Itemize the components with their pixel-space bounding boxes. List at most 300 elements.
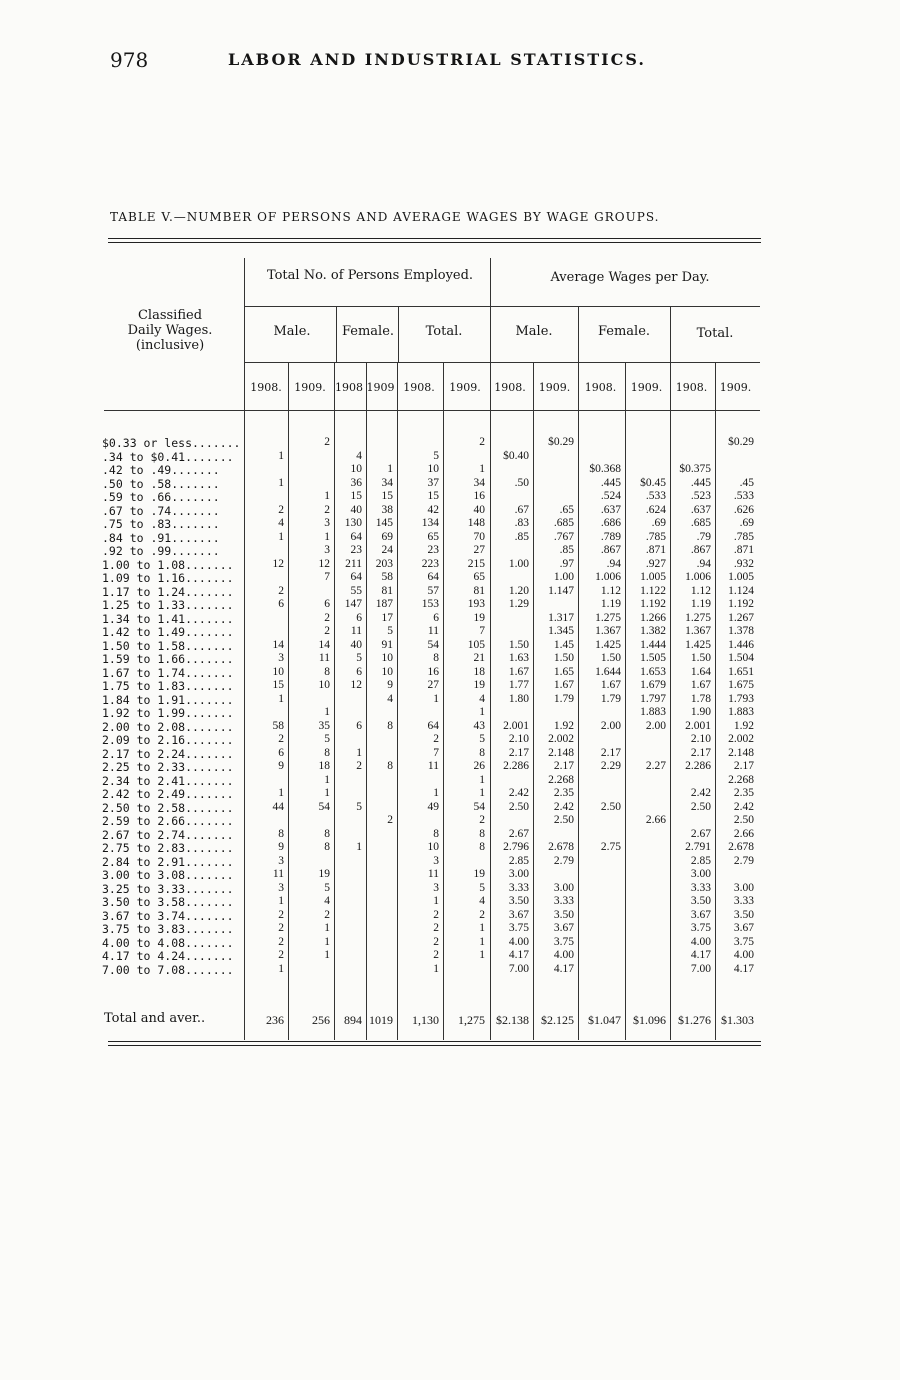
bottom-rule-2 xyxy=(108,1045,761,1046)
total-cell: $1.276 xyxy=(678,1013,711,1027)
table-cell: 16 xyxy=(427,665,439,678)
table-cell: 1.797 xyxy=(640,692,666,705)
total-cell: 1,130 xyxy=(412,1013,439,1027)
table-cell: 4 xyxy=(479,692,485,705)
table-cell: .789 xyxy=(600,530,621,543)
year-header: 1909. xyxy=(294,381,326,394)
table-cell: .767 xyxy=(553,530,574,543)
table-cell: 8 xyxy=(324,665,330,678)
table-cell: .524 xyxy=(600,490,621,502)
table-cell: .69 xyxy=(651,517,666,529)
year-header: 1908. xyxy=(494,381,526,394)
table-cell: 1 xyxy=(278,962,284,975)
wage-group-label: 2.67 to 2.74....... xyxy=(102,827,234,842)
table-cell: 1.19 xyxy=(600,598,621,610)
table-cell: 1.317 xyxy=(548,611,574,624)
wage-group-label: 2.09 to 2.16....... xyxy=(102,733,234,747)
wage-group-label: 4.17 to 4.24....... xyxy=(102,949,234,963)
table-cell: 2 xyxy=(433,733,439,745)
table-cell: 1.446 xyxy=(728,638,754,651)
table-cell: 1 xyxy=(278,530,284,543)
table-cell: 1 xyxy=(324,706,330,718)
table-cell: 1.006 xyxy=(685,571,711,583)
table-cell: 26 xyxy=(473,760,485,772)
table-cell: 2.66 xyxy=(645,814,666,826)
total-cell: $2.125 xyxy=(541,1013,574,1027)
table-cell: 6 xyxy=(356,719,362,732)
bottom-rule xyxy=(108,1041,761,1042)
table-cell: 1 xyxy=(479,787,485,799)
table-cell: .445 xyxy=(600,476,621,489)
table-cell: 81 xyxy=(381,584,393,597)
wage-group-label: 2.84 to 2.91....... xyxy=(102,854,234,869)
table-cell: 38 xyxy=(381,503,393,516)
table-cell: 35 xyxy=(318,719,330,732)
table-cell: 2.17 xyxy=(553,760,574,772)
table-cell: 3.67 xyxy=(733,922,754,934)
table-cell: 193 xyxy=(467,598,485,610)
table-cell: 1 xyxy=(324,787,330,799)
table-cell: .626 xyxy=(733,503,754,516)
table-cell: 211 xyxy=(345,557,362,570)
year-header: 1908 xyxy=(335,381,363,394)
table-cell: 3.00 xyxy=(690,868,711,880)
total-cell: 1019 xyxy=(369,1013,393,1027)
total-cell: $1.303 xyxy=(721,1013,754,1027)
table-cell: 2.00 xyxy=(645,719,666,732)
table-cell: 11 xyxy=(318,652,330,664)
table-cell: 3.50 xyxy=(690,895,711,907)
total-cell: 256 xyxy=(312,1013,330,1027)
table-cell: 1.50 xyxy=(600,652,621,664)
table-cell: 1.80 xyxy=(508,692,529,705)
table-cell: .927 xyxy=(645,557,666,570)
wage-group-label: 2.75 to 2.83....... xyxy=(102,841,234,855)
stub-header-line: (inclusive) xyxy=(135,338,205,353)
wage-group-label: 2.00 to 2.08....... xyxy=(102,719,234,734)
table-cell: 3.67 xyxy=(508,908,529,921)
table-cell: 223 xyxy=(421,557,439,570)
table-cell: .637 xyxy=(600,503,621,516)
table-cell: 1.63 xyxy=(508,652,529,664)
table-cell: 2 xyxy=(324,908,330,921)
table-cell: 1 xyxy=(278,895,284,907)
table-cell: 3.75 xyxy=(508,922,529,934)
table-cell: 11 xyxy=(427,868,439,880)
table-cell: 5 xyxy=(479,733,485,745)
table-cell: .867 xyxy=(690,544,711,556)
table-cell: 5 xyxy=(324,733,330,745)
table-cell: 3.75 xyxy=(690,922,711,934)
table-cell: 1.883 xyxy=(728,706,754,718)
table-cell: 2.10 xyxy=(508,733,529,745)
table-cell: 1.29 xyxy=(508,598,529,610)
table-cell: .45 xyxy=(739,476,754,489)
table-cell: 1.67 xyxy=(690,679,711,691)
table-cell: 130 xyxy=(344,517,362,529)
table-cell: 40 xyxy=(350,503,362,516)
wage-group-label: 3.50 to 3.58....... xyxy=(102,895,234,909)
wage-group-label: .34 to $0.41....... xyxy=(102,449,234,464)
table-cell: 10 xyxy=(427,841,439,853)
wage-group-label: 1.17 to 1.24....... xyxy=(102,584,234,599)
table-cell: 8 xyxy=(433,652,439,664)
table-cell: 2.85 xyxy=(690,854,711,867)
table-cell: 2.286 xyxy=(685,760,711,772)
table-cell: 1 xyxy=(356,746,362,759)
table-cell: 11 xyxy=(427,625,439,637)
table-cell: 2.001 xyxy=(685,719,711,732)
table-cell: 1 xyxy=(433,962,439,975)
table-cell: 2 xyxy=(278,922,284,934)
table-cell: 69 xyxy=(381,530,393,543)
table-cell: 3.33 xyxy=(733,895,754,907)
table-cell: 1 xyxy=(387,463,393,475)
table-cell: 15 xyxy=(272,679,284,691)
table-cell: 2.17 xyxy=(733,760,754,772)
table-cell: 2 xyxy=(324,611,330,624)
table-cell: 14 xyxy=(318,638,330,651)
table-cell: 2 xyxy=(278,733,284,745)
table-cell: 37 xyxy=(427,476,439,489)
table-cell: 9 xyxy=(278,841,284,853)
table-cell: 1.50 xyxy=(690,652,711,664)
table-cell: 3 xyxy=(433,881,439,894)
table-cell: 1 xyxy=(324,935,330,948)
table-cell: 3 xyxy=(324,517,330,529)
table-cell: 2.10 xyxy=(690,733,711,745)
table-cell: 10 xyxy=(350,463,362,475)
table-cell: 2 xyxy=(479,436,485,448)
table-cell: 4.17 xyxy=(733,962,754,975)
table-cell: 2.268 xyxy=(728,773,754,786)
table-cell: .533 xyxy=(645,490,666,502)
table-cell: 4.17 xyxy=(508,949,529,961)
sub-header-female-count: Female. xyxy=(341,324,395,339)
table-cell: 2 xyxy=(278,935,284,948)
table-cell: 4.00 xyxy=(733,949,754,961)
table-cell: 1 xyxy=(278,476,284,489)
table-cell: 1.147 xyxy=(548,584,574,597)
sub-header-total-count: Total. xyxy=(425,324,463,339)
table-title: TABLE V.—NUMBER OF PERSONS AND AVERAGE WAGES BY WAGE GROUPS. xyxy=(110,210,660,224)
table-cell: 34 xyxy=(473,476,485,489)
table-cell: 1.192 xyxy=(640,598,666,610)
table-cell: 2 xyxy=(433,935,439,948)
table-cell: 1 xyxy=(433,787,439,799)
table-cell: .523 xyxy=(690,490,711,502)
table-cell: 11 xyxy=(427,760,439,772)
table-cell: 1.505 xyxy=(640,652,666,664)
page-header xyxy=(110,48,670,78)
table-cell: 1.653 xyxy=(640,665,666,678)
table-cell: 6 xyxy=(278,598,284,610)
table-cell: 36 xyxy=(350,476,362,489)
table-cell: 1 xyxy=(479,706,485,718)
table-cell: 1.50 xyxy=(553,652,574,664)
table-cell: 2.791 xyxy=(685,841,711,853)
table-cell: 7.00 xyxy=(690,962,711,975)
table-cell: 2 xyxy=(433,949,439,961)
wage-group-label: .50 to .58....... xyxy=(102,476,220,491)
table-cell: 65 xyxy=(473,571,485,583)
table-cell: 1.006 xyxy=(595,571,621,583)
table-cell: 153 xyxy=(421,598,439,610)
table-cell: 1.77 xyxy=(508,679,529,691)
table-cell: $0.45 xyxy=(640,476,666,489)
table-cell: 2.001 xyxy=(503,719,529,732)
table-cell: .685 xyxy=(553,517,574,529)
table-cell: .867 xyxy=(600,544,621,556)
table-cell: $0.368 xyxy=(589,463,621,475)
table-cell: 1.793 xyxy=(728,692,754,705)
wage-group-label: 1.75 to 1.83....... xyxy=(102,679,234,693)
table-cell: 148 xyxy=(467,517,485,529)
year-header: 1908. xyxy=(250,381,282,394)
table-cell: 1.192 xyxy=(728,598,754,610)
table-cell: 8 xyxy=(324,841,330,853)
table-cell: 1 xyxy=(479,935,485,948)
total-cell: $1.047 xyxy=(588,1013,621,1027)
table-cell: 105 xyxy=(467,638,485,651)
table-cell: 2.79 xyxy=(733,854,754,867)
table-cell: 5 xyxy=(433,449,439,462)
table-cell: 1.12 xyxy=(600,584,621,597)
sub-header-male-wage: Male. xyxy=(515,324,553,339)
table-cell: 1.345 xyxy=(548,625,574,637)
table-cell: .67 xyxy=(514,503,529,516)
wage-group-label: 1.42 to 1.49....... xyxy=(102,625,234,639)
table-cell: 4.00 xyxy=(690,935,711,948)
wage-group-label: $0.33 or less....... xyxy=(102,436,241,450)
table-cell: 43 xyxy=(473,719,485,732)
table-cell: 2 xyxy=(324,625,330,637)
table-cell: 10 xyxy=(381,652,393,664)
table-cell: 1 xyxy=(433,692,439,705)
table-cell: 34 xyxy=(381,476,393,489)
total-cell: 894 xyxy=(344,1013,362,1027)
table-cell: 1.378 xyxy=(728,625,754,637)
table-cell: 1.67 xyxy=(553,679,574,691)
table-cell: 3.50 xyxy=(508,895,529,907)
table-cell: 11 xyxy=(350,625,362,637)
table-cell: 2 xyxy=(278,503,284,516)
table-cell: 1.50 xyxy=(508,638,529,651)
table-cell: 64 xyxy=(427,719,439,732)
wage-group-label: 1.25 to 1.33....... xyxy=(102,598,234,612)
table-cell: 1.444 xyxy=(640,638,666,651)
table-cell: .685 xyxy=(690,517,711,529)
table-cell: 64 xyxy=(350,530,362,543)
wage-group-label: 3.67 to 3.74....... xyxy=(102,908,234,923)
table-cell: 7 xyxy=(324,571,330,583)
table-cell: 44 xyxy=(272,800,284,813)
table-cell: 1.12 xyxy=(690,584,711,597)
table-cell: 2.50 xyxy=(690,800,711,813)
table-cell: 3.33 xyxy=(508,881,529,894)
table-cell: 19 xyxy=(318,868,330,880)
table-cell: 134 xyxy=(421,517,439,529)
table-cell: 1.78 xyxy=(690,692,711,705)
table-cell: 3 xyxy=(278,854,284,867)
table-cell: 42 xyxy=(427,503,439,516)
table-cell: 1.675 xyxy=(728,679,754,691)
table-cell: 11 xyxy=(272,868,284,880)
total-cell: 236 xyxy=(266,1013,284,1027)
table-cell: 1.00 xyxy=(508,557,529,570)
table-cell: 8 xyxy=(324,827,330,840)
table-cell: 3 xyxy=(433,854,439,867)
wage-group-label: 2.59 to 2.66....... xyxy=(102,814,234,828)
table-cell: 3 xyxy=(278,881,284,894)
table-cell: 1 xyxy=(479,463,485,475)
year-header: 1909 xyxy=(366,381,395,394)
wage-group-label: 1.92 to 1.99....... xyxy=(102,706,234,720)
table-cell: 4 xyxy=(387,692,393,705)
table-cell: 1.67 xyxy=(508,665,529,678)
table-cell: 1.79 xyxy=(553,692,574,705)
table-cell: 2 xyxy=(278,584,284,597)
table-cell: 5 xyxy=(387,625,393,637)
subgroup-divider xyxy=(670,306,671,362)
stub-divider xyxy=(244,258,245,1040)
wage-group-label: 1.09 to 1.16....... xyxy=(102,571,234,585)
table-cell: 10 xyxy=(381,665,393,678)
table-cell: 8 xyxy=(433,827,439,840)
sub-header-male-count: Male. xyxy=(273,324,311,339)
table-cell: 5 xyxy=(479,881,485,894)
table-cell: 54 xyxy=(427,638,439,651)
table-cell: 3 xyxy=(324,544,330,556)
table-cell: 49 xyxy=(427,800,439,813)
stub-header-line: Classified xyxy=(137,308,203,323)
table-cell: .932 xyxy=(733,557,754,570)
table-cell: 3.75 xyxy=(733,935,754,948)
table-cell: 1 xyxy=(278,449,284,462)
table-cell: 5 xyxy=(356,652,362,664)
table-cell: 1 xyxy=(324,773,330,786)
table-cell: 7 xyxy=(433,746,439,759)
table-cell: 2.75 xyxy=(600,841,621,853)
sub-header-total-wage: Total. xyxy=(696,326,734,341)
table-cell: $0.375 xyxy=(679,463,711,475)
top-rule xyxy=(108,238,761,239)
table-cell: .785 xyxy=(733,530,754,543)
year-header: 1908. xyxy=(584,381,617,394)
table-cell: 2.50 xyxy=(733,814,754,826)
table-cell: 1 xyxy=(479,922,485,934)
table-cell: 4 xyxy=(479,895,485,907)
table-cell: 40 xyxy=(473,503,485,516)
table-cell: 1.92 xyxy=(553,719,574,732)
table-cell: 2.79 xyxy=(553,854,574,867)
table-cell: 2 xyxy=(433,922,439,934)
table-cell: 1.425 xyxy=(595,638,621,651)
table-cell: 1.45 xyxy=(553,638,574,651)
table-cell: 2.66 xyxy=(733,827,754,840)
table-cell: .637 xyxy=(690,503,711,516)
table-cell: .79 xyxy=(696,530,711,543)
table-cell: 6 xyxy=(433,611,439,624)
wage-group-label: 7.00 to 7.08....... xyxy=(102,962,234,977)
table-cell: 16 xyxy=(473,490,485,502)
table-cell: .85 xyxy=(559,544,574,556)
table-cell: 81 xyxy=(473,584,485,597)
table-cell: 21 xyxy=(473,652,485,664)
wage-group-label: 2.34 to 2.41....... xyxy=(102,773,234,788)
wage-group-label: 1.34 to 1.41....... xyxy=(102,611,234,626)
table-cell: 1.19 xyxy=(690,598,711,610)
table-cell: 1 xyxy=(479,949,485,961)
year-header: 1909. xyxy=(719,381,752,394)
table-cell: 2 xyxy=(356,760,362,772)
wage-group-label: 3.75 to 3.83....... xyxy=(102,922,234,936)
table-cell: 1.90 xyxy=(690,706,711,718)
wage-group-label: 3.00 to 3.08....... xyxy=(102,868,234,882)
table-cell: .785 xyxy=(645,530,666,543)
table-cell: 3.33 xyxy=(553,895,574,907)
table-cell: 1 xyxy=(324,949,330,961)
table-cell: 2.67 xyxy=(690,827,711,840)
table-cell: 2.67 xyxy=(508,827,529,840)
table-cell: 1.67 xyxy=(600,679,621,691)
table-cell: 3.00 xyxy=(733,881,754,894)
table-cell: 6 xyxy=(278,746,284,759)
table-cell: 8 xyxy=(479,746,485,759)
wage-group-label: 1.50 to 1.58....... xyxy=(102,638,234,653)
table-cell: 55 xyxy=(350,584,362,597)
table-cell: 58 xyxy=(381,571,393,583)
table-cell: 12 xyxy=(272,557,284,570)
wage-group-label: .67 to .74....... xyxy=(102,503,220,518)
stub-header-line: Daily Wages. xyxy=(127,323,213,338)
table-cell: 3.67 xyxy=(553,922,574,934)
table-cell: 145 xyxy=(375,517,393,529)
table-cell: 1.382 xyxy=(640,625,666,637)
table-cell: 2.17 xyxy=(690,746,711,759)
table-cell: 15 xyxy=(427,490,439,502)
table-cell: 1.65 xyxy=(553,665,574,678)
table-cell: 10 xyxy=(318,679,330,691)
table-cell: 3.00 xyxy=(508,868,529,880)
table-cell: 1.20 xyxy=(508,584,529,597)
table-cell: 3.00 xyxy=(553,881,574,894)
table-cell: 8 xyxy=(479,841,485,853)
table-cell: .97 xyxy=(559,557,574,570)
table-cell: 10 xyxy=(272,665,284,678)
table-cell: 1.651 xyxy=(728,665,754,678)
table-cell: 7 xyxy=(479,625,485,637)
table-cell: 15 xyxy=(350,490,362,502)
table-cell: 12 xyxy=(318,557,330,570)
table-cell: 2.796 xyxy=(503,841,529,853)
table-cell: 1.92 xyxy=(733,719,754,732)
table-cell: 2 xyxy=(433,908,439,921)
table-cell: 2 xyxy=(324,503,330,516)
table-cell: .85 xyxy=(514,530,529,543)
total-cell: $2.138 xyxy=(496,1013,529,1027)
table-cell: 2.27 xyxy=(645,760,666,772)
table-cell: $0.40 xyxy=(503,449,529,462)
table-cell: .65 xyxy=(559,503,574,516)
table-cell: 4.00 xyxy=(508,935,529,948)
table-cell: 9 xyxy=(278,760,284,772)
table-cell: 1 xyxy=(479,773,485,786)
table-cell: 17 xyxy=(381,611,393,624)
year-rule xyxy=(244,362,760,363)
table-cell: 8 xyxy=(387,719,393,732)
table-cell: 1.679 xyxy=(640,679,666,691)
